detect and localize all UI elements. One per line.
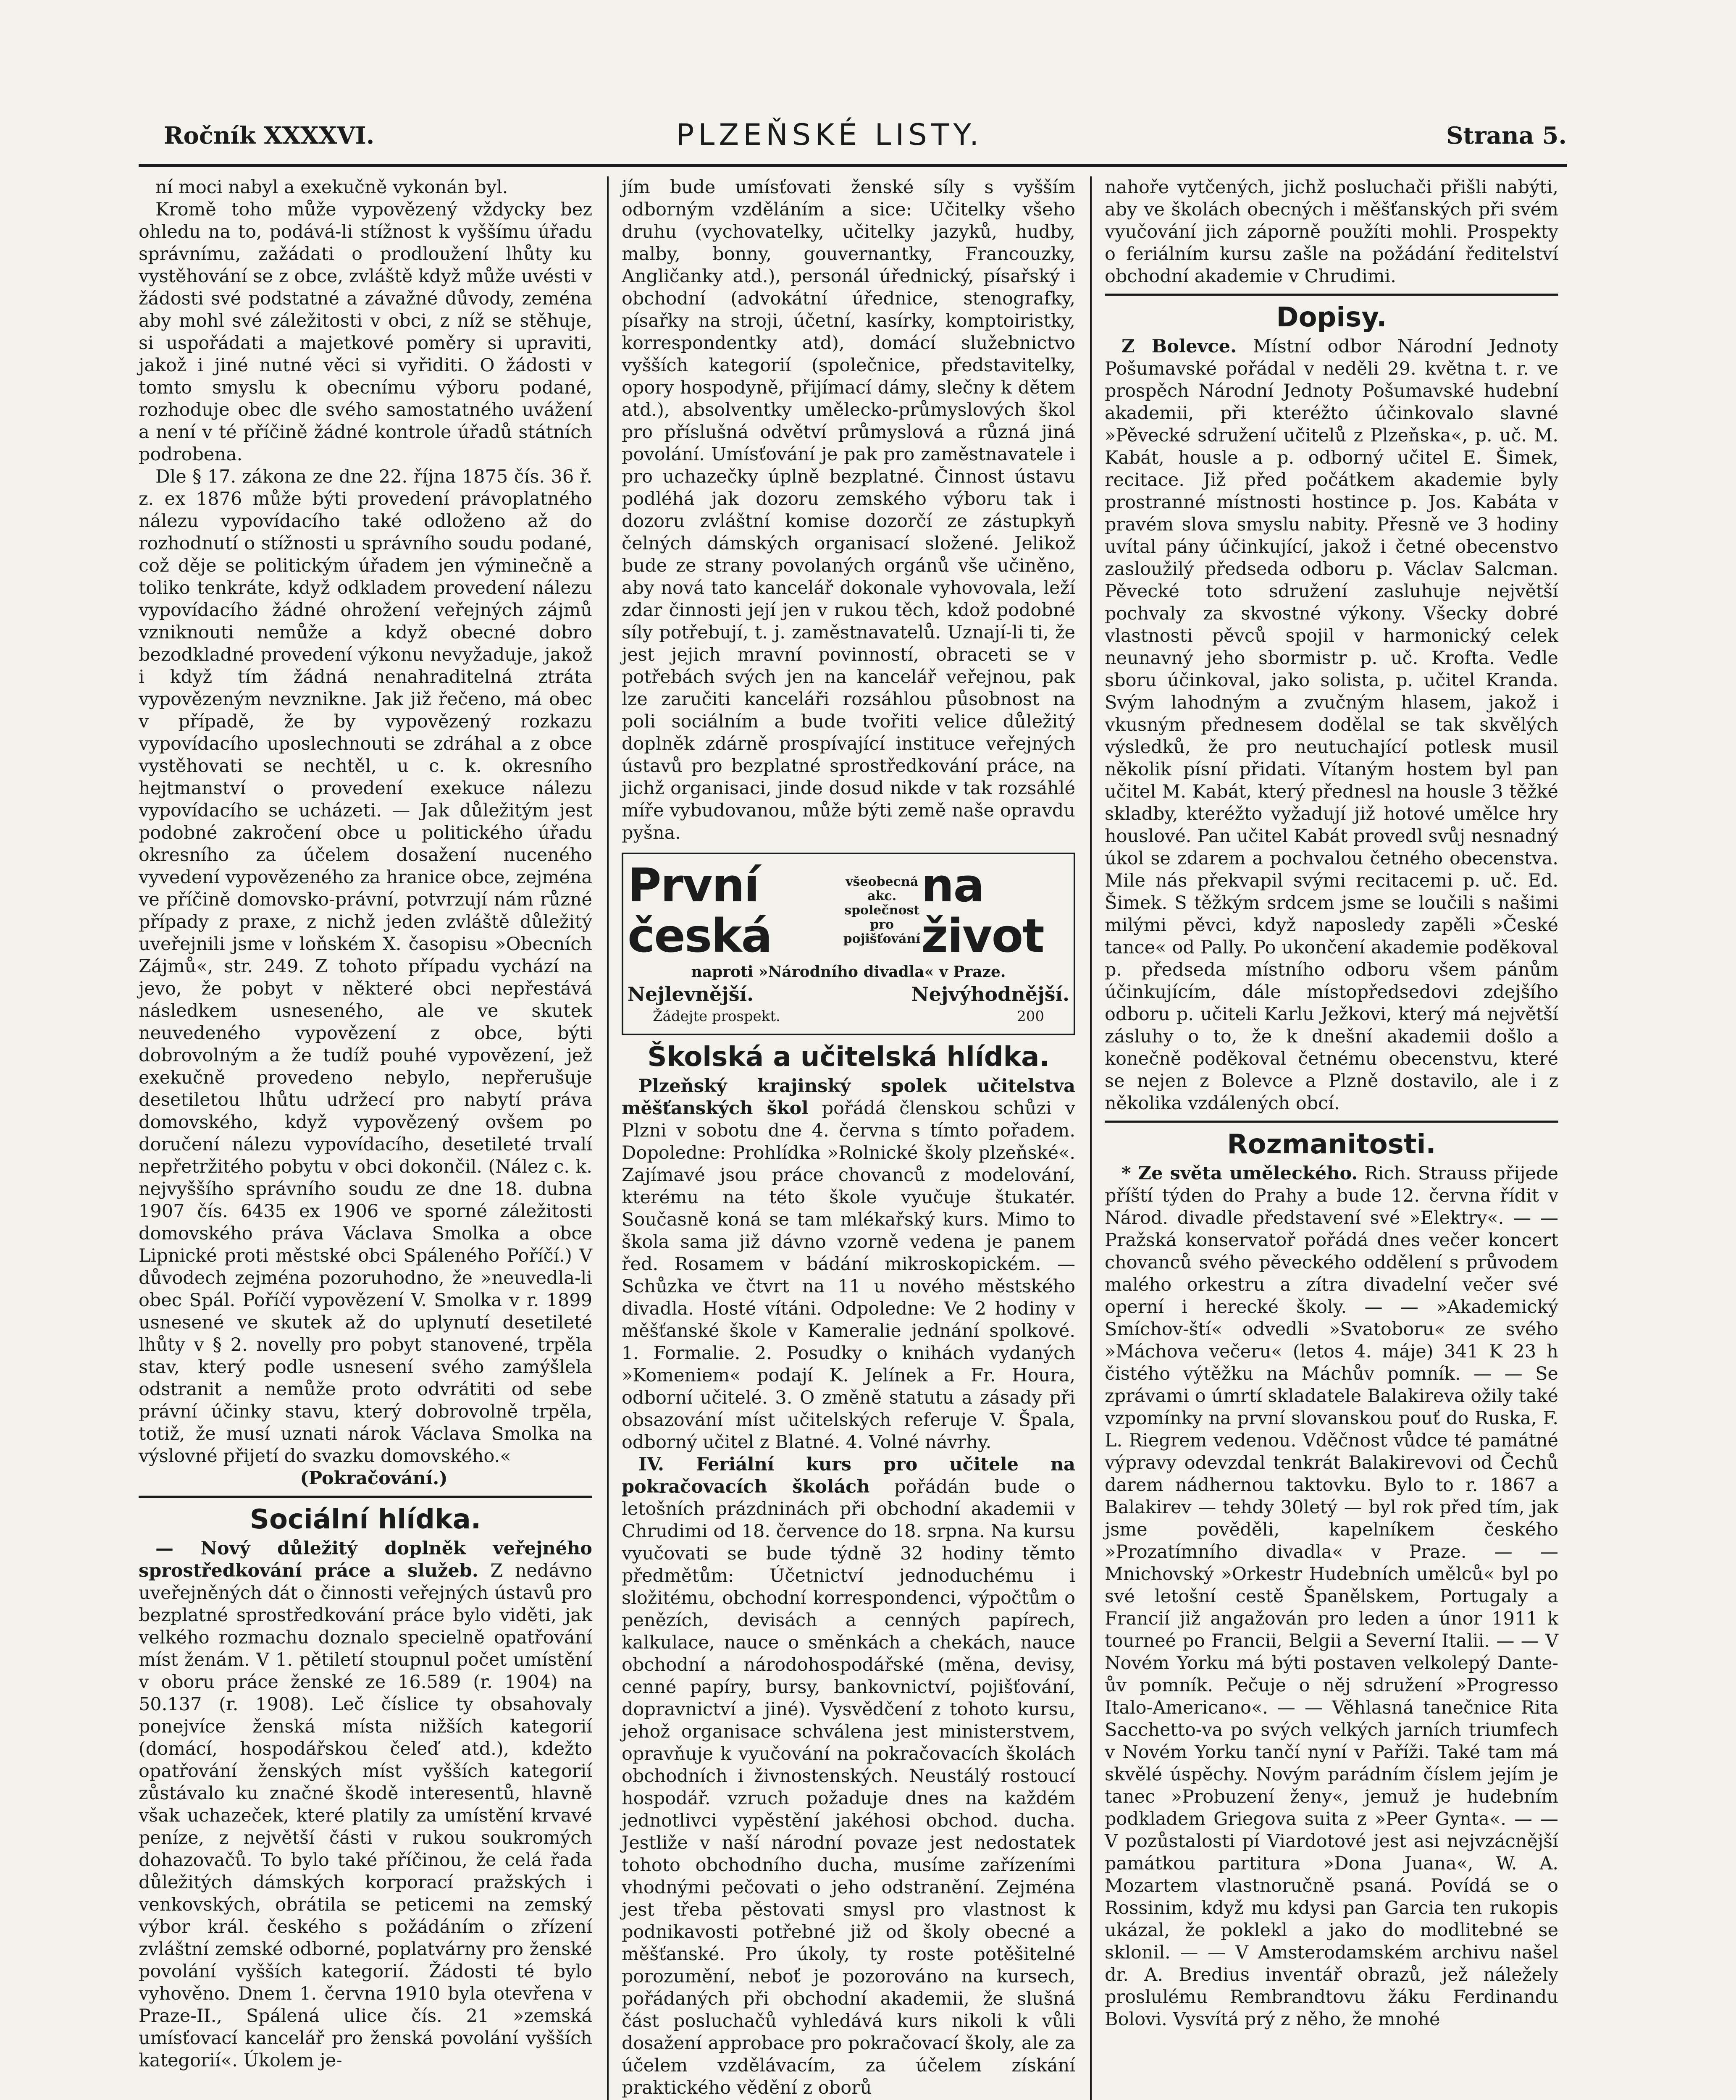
column-divider-2	[1090, 176, 1092, 2100]
paragraph: jím bude umísťovati ženské síly s vyšším odborným vzděláním a sice: Učitelky všeho druhu (vychovatelky, učitelky jazyků, hudby, malby, bonny, gouvernantky, Francouzky, Angličanky atd.), personál úřednický, písařský i obchodní (advokátní úřednice, stenografky, písařky na stroji, účetní, kasírky, komptoiristky, korrespondentky atd), domácí služebnictvo vyšších kategorií (společnice, představitelky, opory hospodyně, přijímací dámy, slečny k dětem atd.), absolventky umělecko-průmyslových škol pro příslušná odvětví průmyslová a různá jiná povolání. Umísťování je pak pro zaměstnavatele i pro uchazečky úplně bezplatné. Činnost ústavu podléhá jak dozoru zemského výboru tak i dozoru zvláštní komise dozorčí ze zástupkyň čelných dámských organisací složené. Jelikož bude ze strany povolaných orgánů vše učiněno, aby nová tato kancelář dokonale vyhovovala, leží zdar činnosti její jen v rukou těch, kdož podobné síly potřebují, t. j. zaměstnavatelů. Uznají-li ti, že jest jejich mravní povinností, obraceti se v potřebách svých jen na kancelář veřejnou, pak lze zaručiti kanceláři rozsáhlou působnost na poli sociálním a bude tvořiti velice důležitý doplněk zdárně prospívající instituce veřejných ústavů pro bezplatné sprostředkování práce, na jichž organisaci, jinde dosud nikde v tak rozsáhlé míře vybudovanou, může býti země naše opravdu pyšna.	[622, 177, 1075, 843]
article-title: IV. Feriální kurs pro učitele na pokračovacích školách	[622, 1454, 1075, 1497]
ad-address: naproti »Národního divadla« v Praze.	[691, 963, 1006, 981]
article-title: Plzeňský krajinský spolek učitelstva měšťanských škol	[622, 1076, 1075, 1119]
article-ferialni-kurs	[622, 1454, 1075, 2099]
column-2	[622, 176, 1075, 2099]
continued-note: (Pokračování.)	[300, 1468, 448, 1489]
paragraph: nahoře vytčených, jichž posluchači přišli nabýti, aby ve školách obecných i měšťanských při svém vyučování jich záporně použíti mohli. Prospekty o feriálním kursu zašle na požádání ředitelství obchodní akademie v Chrudimi.	[1105, 177, 1558, 287]
column-1	[139, 176, 592, 2072]
paragraph: Dle § 17. zákona ze dne 22. října 1875 čís. 36 ř. z. ex 1876 může býti provedení právoplatného nálezu vypovídacího také odloženo až do rozhodnutí o stížnosti u správního soudu podané, což děje se politickým úřadem jen výminečně a toliko tenkráte, když odkladem provedení nálezu vypovídacího žádné ohrožení veřejných zájmů vzniknouti nemůže a když obecné dobro bezodkladné provedení výkonu nevyžaduje, jakož i když tím žádná nenahraditelná ztráta vypovězeným nevznikne. Jak již řečeno, má obec v případě, že by vypovězený rozkazu vypovídacího uposlechnouti se zdráhal a z obce vystěhovati se nechtěl, u c. k. okresního hejtmanství o provedení exekuce nálezu vypovídacího se ucházeti. — Jak důležitým jest podobné zakročení obce u politického úřadu okresního za účelem dosažení nuceného vyvedení vypovězeného za hranice obce, zejména ve příčině domovsko-právní, potvrzují nám různé případy z praxe, z nichž jeden zvláště důležitý uveřejnili jsme v loňském X. časopisu »Obecních Zájmů«, str. 249. Z tohoto případu vychází na jevo, že pobyt v některé obci nepřestává následkem usneseného, ale ve skutek neuvedeného vypovězení z obce, býti dobrovolným a že tudíž pouhé vypovězení, jež exekučně provedeno nebylo, nepřerušuje desetiletou lhůtu udržecí pro nabytí práva domovského, když vypovězený ovšem po doručení nálezu vypovídacího, desetileté trvalí nepřetržitého pobytu v obci dokončil. (Nález c. k. nejvyššího správního soudu ze dne 18. dubna 1907 čís. 6435 ex 1906 ve sporné záležitosti domovského práva Václava Smolka a obce Lipnické proti městské obci Spáleného Poříčí.) V důvodech zejména pozoruhodno, že »neuvedla-li obec Spál. Poříčí vypovězení V. Smolka v r. 1899 usnesené ve skutek až do uplynutí desetileté lhůty v § 2. novelly pro pobyt stanovené, trpěla stav, který podle usnesení svého zamýšlela odstranit a nemůže proto odvrátiti od sebe právní účinky stavu, který dobrovolně trpěla, totiž, že musí uznati nárok Václava Smolka na výslovné přijetí do svazku domovského.«	[139, 466, 592, 1467]
article-sprostredkovani	[139, 1538, 592, 2072]
section-title-skolska: Školská a učitelská hlídka.	[647, 1042, 1050, 1073]
paragraph: ní moci nabyl a exekučně vykonán byl.	[155, 177, 508, 198]
volume-label: Ročník XXXXVI.	[164, 122, 375, 150]
column-3	[1105, 176, 1558, 2031]
ad-cheapest: Nejlevnější.	[628, 983, 754, 1005]
section-separator	[139, 1496, 592, 1498]
article-ze-sveta-umeleckeho	[1105, 1163, 1558, 2031]
newspaper-title: PLZEŇSKÉ LISTY.	[676, 118, 983, 152]
section-separator	[1105, 294, 1558, 296]
article-text: pořádá členskou schůzi v Plzni v sobotu dne 4. června s tímto pořadem. Dopoledne: Prohlídka »Rolnické školy plzeňské«. Zajímavé jsou práce chovanců z modelování, kterému na této škole vyučuje štukatér. Současně koná se tam mlékařský kurs. Mimo to škola sama již dávno vzorně vedena je panem řed. Rosamem v bádání mikroskopickém. — Schůzka ve čtvrt na 11 u nového městského divadla. Hosté vítáni. Odpoledne: Ve 2 hodiny v měšťanské škole v Kameralie jednání spolkové. 1. Formalie. 2. Posudky o knihách vydaných »Komeniem« podají K. Jelínek a Fr. Houra, odborní učitelé. 3. O změně statutu a zásady při obsazování míst učitelských referuje V. Špala, odborný učitel z Blatné. 4. Volné návrhy.	[622, 1098, 1075, 1453]
ad-brand-left: První česká	[628, 858, 772, 963]
article-krajinsky-spolek	[622, 1075, 1075, 1454]
page-number: Strana 5.	[1446, 122, 1567, 150]
article-text: Rich. Strauss přijede příští týden do Prahy a bude 12. června řídit v Národ. divadle představení své »Elektry«. — — Pražská konservatoř pořádá dnes večer koncert chovanců svého pěveckého oddělení s průvodem malého orkestru a zítra divadelní večer své operní i herecké školy. — — »Akademický Smíchov-ští« odvedli »Svatoboru« ze svého »Máchova večeru« (letos 4. máje) 341 K 23 h čistého výtěžku na Máchův pomník. — — Se zprávami o úmrtí skladatele Balakireva ožily také vzpomínky na první slovanskou pouť do Ruska, F. L. Riegrem vedenou. Vděčnost vůdce té památné výpravy odevzdal tenkrát Balakirevovi od Čechů darem nádhernou taktovku. Bylo to r. 1867 a Balakirev — tehdy 30letý — byl rok před tím, jak jsme pověděli, kapelníkem českého »Prozatímního divadla« v Praze. — — Mnichovský »Orkestr Hudebních umělců« byl po své letošní cestě Španělskem, Portugaly a Francií již angažován pro leden a únor 1911 k tourneé po Francii, Belgii a Severní Italii. — — V Novém Yorku má býti postaven velkolepý Dante-ův pomník. Pečuje o něj sdružení »Progresso Italo-Americano«. — — Věhlasná tanečnice Rita Sacchetto-va po svých velkých jarních triumfech v Novém Yorku tančí nyní v Paříži. Také tam má skvělé úspěchy. Novým parádním číslem jejím je tanec »Probuzení ženy«, jemuž je hudebním podkladem Griegova suita z »Peer Gynta«. — — V pozůstalosti pí Viardotové jest asi nejvzácnější památkou partitura »Dona Juana«, W. A. Mozartem vlastnoručně psaná. Povídá se o Rossinim, když mu kdysi pan Garcia ten rukopis ukázal, že poklekl a jako do modlitebné se sklonil. — — V Amsterodamském archivu našel dr. A. Bredius inventář obrazů, jež náležely proslulému Rembrandtovu žáku Ferdinandu Bolovi. Vysvítá prý z něho, že mnohé	[1105, 1163, 1558, 2030]
header-rule	[139, 164, 1567, 167]
article-place: Z Bolevce.	[1121, 336, 1237, 357]
paragraph: Kromě toho může vypovězený vždycky bez ohledu na to, podává-li stížnost k vyššímu úřadu správnímu, zažádati o prodloužení lhůty ku vystěhování se z obce, zvláště když může uvésti v žádosti své podstatné a závažné důvody, zeména aby mohl své záležitosti v obci, z níž se stěhuje, si uspořádati a majetkové poměry si upraviti, jakož i jiné nutné věci si vyřiditi. O žádosti v tomto smyslu k obecnímu výboru podané, rozhoduje obec dle svého samostatného uvážení a není v té příčině žádné kontrole úřadů státních podrobena.	[139, 199, 592, 465]
article-text: Z nedávno uveřejněných dát o činnosti veřejných ústavů pro bezplatné sprostředkování práce bylo viděti, jak velkého rozmachu doznalo specielně opatřování míst ženám. V 1. pětiletí stoupnul počet umístění v oboru práce ženské ze 16.589 (r. 1904) na 50.137 (r. 1908). Leč číslice ty obsahovaly ponejvíce ženská místa nižších kategorií (domácí, hospodářskou čeleď atd.), kdežto opatřování ženských míst vyšších kategorií zůstávalo ku značné škodě interesentů, hlavně však uchazeček, které platily za umístění krvavé peníze, z největší části v rukou soukromých dohazovačů. To bylo také příčinou, že celá řada důležitých dámských korporací pražských i venkovských, obrátila se peticemi na zemský výbor král. českého s požádáním o zřízení zvláštní zemské odborné, poplatvárny pro ženské povolání vyšších kategorií. Žádosti té bylo vyhověno. Dnem 1. června 1910 byla otevřena v Praze-II., Spálená ulice čís. 21 »zemská umísťovací kancelář pro ženská povolání vyšších kategorií«. Úkolem je-	[139, 1560, 592, 2071]
section-title-rozmanitosti: Rozmanitosti.	[1227, 1129, 1436, 1160]
ad-prospect: Žádejte prospekt.	[653, 1008, 780, 1025]
page-header	[139, 118, 1567, 155]
article-text: pořádán bude o letošních prázdninách při obchodní akademii v Chrudimi od 18. července do 18. srpna. Na kursu vyučovati se bude týdně 32 hodiny těmto předmětům: Účetnictví jednoduchému i složitému, obchodní korrespondenci, výpočtům o penězích, devisách a cenných papírech, kalkulace, nauce o směnkách a chekách, nauce obchodní a národohospodářské (měna, devisy, cenné papíry, bursy, bankovnictví, pojišťování, dopravnictví a jiné). Vysvědčení z tohoto kursu, jehož organisace schválena jest ministerstvem, opravňuje k vyučování na pokračovacích školách obchodních i živnostenských. Neustálý rostoucí hospodář. vzruch požaduje dnes na každém jednotlivci vypěstění jakéhosi obchod. ducha. Jestliže v naší národní povaze jest nedostatek tohoto obchodního ducha, musíme zařízeními vhodnými pečovati o jeho odstranění. Zejména jest třeba pěstovati smysl pro vlastnost k podnikavosti potřebné již od školy obecné a měšťanské. Pro úkoly, ty roste potěšitelné porozumění, neboť je pozorováno na kursech, pořádaných při obchodní akademii, že slušná část posluchačů vyhledává kurs nikoli k vůli dosažení approbace pro pokračovací školy, ale za účelem vzdělávacím, za účelem získání praktického vědění z oborů	[622, 1476, 1076, 2098]
newspaper-page	[139, 101, 1567, 2100]
ad-mid-bottom: pro pojišťování	[843, 917, 921, 946]
ad-brand-middle	[843, 875, 921, 946]
insurance-advertisement	[622, 853, 1075, 1035]
ad-mid-top: všeobecná akc.	[846, 874, 919, 903]
section-separator	[1105, 1121, 1558, 1123]
ad-brand	[628, 860, 1069, 961]
article-title: — Nový důležitý doplněk veřejného sprostředkování práce a služeb.	[139, 1538, 592, 1581]
section-title-dopisy: Dopisy.	[1276, 302, 1387, 333]
article-title: * Ze světa uměleckého.	[1121, 1163, 1358, 1184]
ad-best: Nejvýhodnější.	[911, 983, 1069, 1005]
section-title-socialni: Sociální hlídka.	[250, 1504, 481, 1535]
ad-number: 200	[1017, 1008, 1044, 1025]
column-divider-1	[607, 176, 609, 2100]
ad-footer	[628, 1005, 1069, 1028]
ad-mid-middle: společnost	[844, 903, 920, 918]
ad-slogans	[628, 983, 1069, 1005]
ad-brand-right: na život	[921, 858, 1044, 963]
article-bolevec	[1105, 336, 1558, 1115]
article-text: Místní odbor Národní Jednoty Pošumavské pořádal v neděli 29. května t. r. ve prospěch Národní Jednoty Pošumavské hudební akademii, při kteréžto účinkovalo slavné »Pěvecké sdružení učitelů z Plzeňska«, p. uč. M. Kabát, housle a p. odborný učitel E. Šimek, recitace. Již před počátkem akademie byly prostranné místnosti hostince p. Jos. Kabáta v pravém slova smyslu nabity. Přesně ve 3 hodiny uvítal pány účinkující, jakož i četné obecenstvo zasloužilý předseda odboru p. Václav Salcman. Pěvecké toto sdružení zasluhuje největší pochvaly za skvostné výkony. Všecky dobré vlastnosti pěvců spojil v harmonický celek neunavný jeho sbormistr p. uč. Krofta. Vedle sboru účinkoval, jako solista, p. učitel Kranda. Svým lahodným a zvučným hlasem, jakož i vkusným přednesem dodělal se tak skvělých výsledků, že pro neutuchající potlesk musil několik písní přidati. Vítaným hostem byl pan učitel M. Kabát, který přednesl na housle 3 těžké skladby, kteréžto vyžadují již hotové umělce hry houslové. Pan učitel Kabát provedl svůj nesnadný úkol se zdarem a pochvalou četného obecenstva. Mile nás překvapil svými recitacemi p. uč. Ed. Šimek. S těžkým srdcem jsme se loučili s našimi milými pěvci, když naposledy zapěli »České tance« od Pally. Po ukončení akademie poděkoval p. předseda místního odboru všem pánům účinkujícím, dále místopředsedovi zdejšího odboru p. učiteli Karlu Ježkovi, který má největší zásluhy o to, že k dnešní akademii došlo a konečně poděkoval četnému obecenstvu, které se nejen z Bolevce a Plzně dostavilo, ale i z několika vzdálených obcí.	[1105, 336, 1558, 1114]
